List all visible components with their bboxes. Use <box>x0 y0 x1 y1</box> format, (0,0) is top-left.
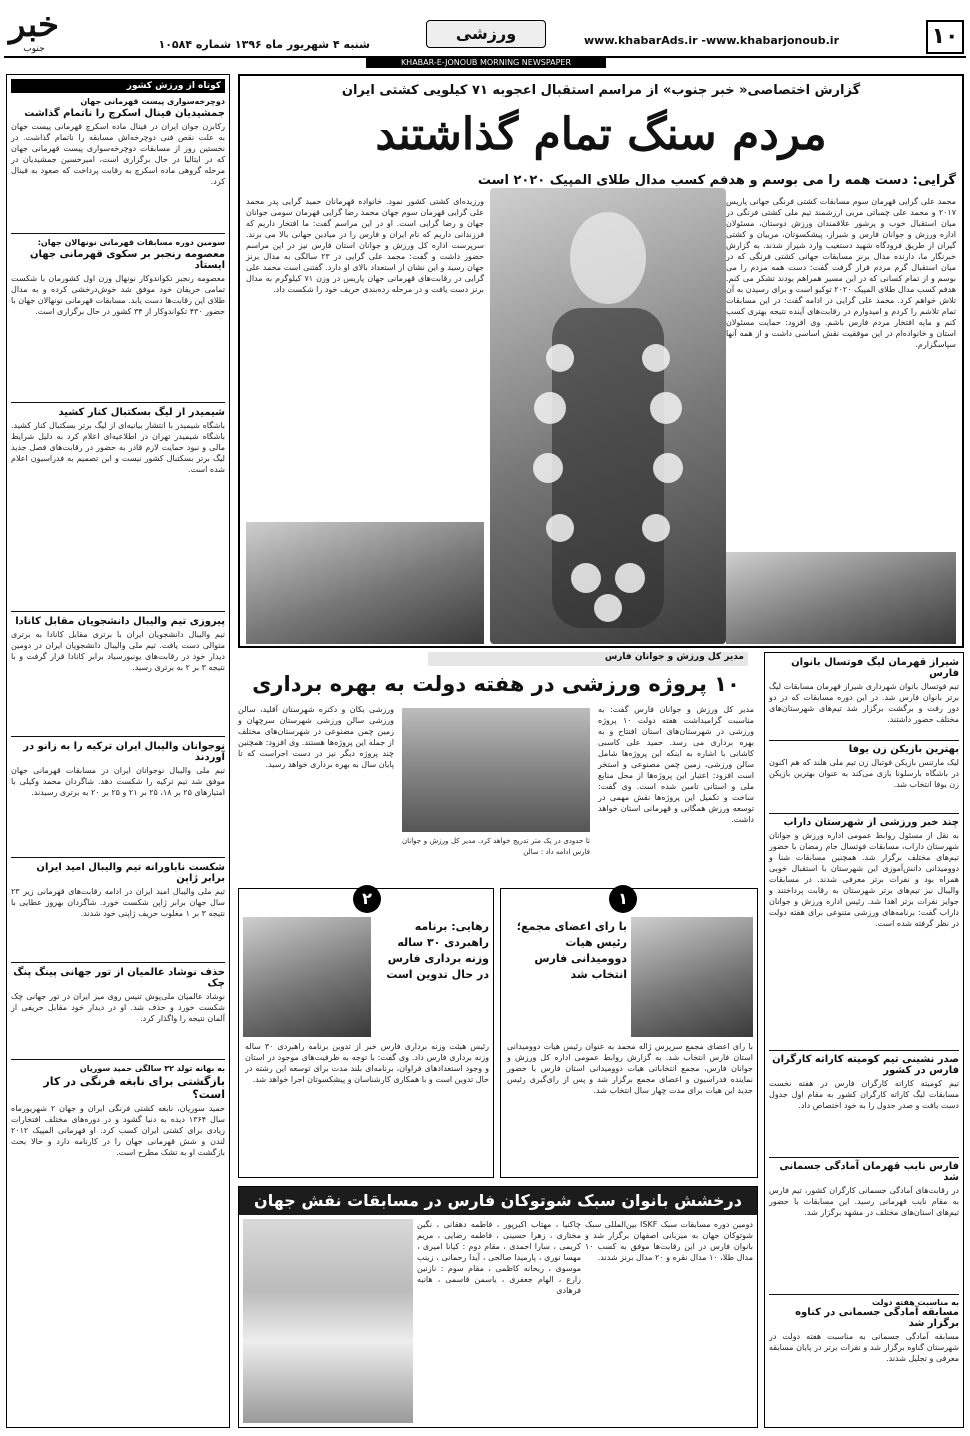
wrestler-portrait-photo <box>490 188 726 644</box>
section-title: ورزشی <box>455 24 517 43</box>
group-welcome-photo <box>246 522 484 644</box>
karate-team-photo <box>243 1219 413 1423</box>
news-body: تیم کومیته کاراته کارگران فارس در هفته نخست مسابقات لیگ کاراته کارگران کشور به مقام اول جدول دست یافت و صدر جدول را به خود اختصاص داد. <box>769 1079 959 1110</box>
federation-head-photo <box>243 917 371 1037</box>
brief-title: بازگشتی برای نابغه فرنگی در کار است؟ <box>43 1075 225 1101</box>
page-header <box>0 0 970 72</box>
divider <box>11 402 225 403</box>
main-supertitle: گزارش اختصاصی« خبر جنوب» از مراسم استقبال اعجوبه ۷۱ کیلویی کشتی ایران <box>341 83 861 98</box>
main-headline: مردم سنگ تمام گذاشتند <box>375 109 827 160</box>
main-story <box>238 74 964 648</box>
karate-body-right: دومین دوره مسابقات سبک ISKF بین‌المللی سبک شوتوکان جهان به میزبانی اصفهان برگزار شد و بانوان فارس در این رقابت‌ها موفق به کسب ۱۰ مدال طلا، ۱۰ مدال نقره و ۲۰ مدال برنز شدند. <box>585 1220 753 1262</box>
projects-body-left: ورزشی بکان و دکتره شهرستان آقلید، سالن ورزشی سالن ورزشی شهرستان سرچهان و زمین چمن مصنوعی در شهرستان‌های مختلف از جمله این پروژه‌ها هستند. وی افزود: همچنین چند پروژه دیگر نیز در دست اجراست که تا پایان سال به بهره برداری خواهد رسید. <box>238 705 394 769</box>
brief-kicker: دوچرخه‌سواری پیست قهرمانی جهان <box>80 97 225 106</box>
left-news-column <box>6 74 230 1428</box>
divider <box>11 857 225 858</box>
story-number-badge: ۲ <box>353 885 381 913</box>
news-body: به نقل از مسئول روابط عمومی اداره ورزش و جوانان شهرستان داراب، مسابقات فوتسال جام رمضان با حضور تیم‌های مختلف برگزار شد. همچنین مسابقات شنا و دوومیدانی دانش‌آموزی این شهرستان با استقبال خوبی همراه بود و نفرات برتر معرفی شدند. در مسابقات والیبال نیز تیم‌های برتر شهرستان به رقابت پرداختند و جوایز نفرات برتر اهدا شد. رئیس اداره ورزش و جوانان داراب گفت: برنامه‌های ورزشی متنوعی برای هفته دولت در نظر گرفته شده است. <box>769 831 959 928</box>
official-portrait-photo <box>631 917 753 1037</box>
main-body-right: محمد علی گرایی قهرمان سوم مسابقات کشتی فرنگی جهانی پاریس ۲۰۱۷ و محمد علی چمباتی مربی ارزشمند تیم ملی کشتی فرنگی در میان استقبال خوب و پرشور علاقمندان ورزش دوستان، مسئولان اداره ورزش و جوانان فارس و شیراز، پیشکسوتان، مربیان و کشتی گیران از طریق فرودگاه شهید دستغیب وارد شیراز شدند. به گزارش خبرنگار ما، دارنده مدال برنز مسابقات جهانی کشتی فرنگی که در میان استقبال گرم مردم قرار گرفت گفت: دست همه مردم را می بوسم و از تمام کسانی که در این مسیر همراهم بودند تشکر می کنم. هدفم کسب مدال طلای المپیک ۲۰۲۰ توکیو است و برای رسیدن به آن تلاش خواهم کرد. محمد علی گرایی در ادامه گفت: در این مسابقات تمام تلاشم را کردم و امیدوارم در رقابت‌های آینده نتیجه بهتری کسب کنم و مایه افتخار مردم فارس باشم. وی افزود: حمایت مسئولان استان و خانواده‌ام در این موفقیت نقش اساسی داشت و از همه آنها سپاسگزارم. <box>726 197 957 349</box>
news-title: صدر نشینی تیم کومیته کاراته کارگران فارس در کشور <box>772 1054 959 1076</box>
news-item <box>769 817 959 1047</box>
brief-kicker: به بهانه تولد ۳۲ سالگی حمید سوریان <box>79 1064 225 1073</box>
section-tab <box>426 20 546 48</box>
projects-photo-caption: تا حدودی در یک متر تدریج خواهد کرد. مدیر کل ورزش و جوانان فارس ادامه داد : سالن <box>402 837 590 856</box>
news-body: در رقابت‌های آمادگی جسمانی کارگران کشور، تیم فارس به مقام نایب قهرمانی رسید. این مسابقات با حضور تیم‌های استان‌های مختلف در مشهد برگزار شد. <box>769 1186 959 1217</box>
brief-item <box>11 407 225 607</box>
left-section-label: کوتاه از ورزش کشور <box>11 79 225 93</box>
brief-title: حذف نوشاد عالمیان از تور جهانی پینگ پنگ چک <box>13 967 225 989</box>
brief-item <box>11 97 225 229</box>
brief-title: نوجوانان والیبال ایران ترکیه را به زانو در آوردند <box>23 741 225 763</box>
flower-garland-icon <box>490 188 726 644</box>
news-item <box>769 1298 959 1418</box>
divider <box>769 1294 959 1295</box>
projects-story <box>238 652 758 882</box>
newspaper-logo <box>4 6 64 58</box>
karate-body-left: چاکنیا ، مهتاب اکبرپور ، فاطمه دهقانی ، نگین مختاری ، زهرا حسینی ، فاطمه رضایی ، مریم کریمی ، سارا احمدی ، مقام دوم : کیانا امیری ، مهسا نوری ، پارمیدا صالحی ، آیدا رحمانی ، زینب موسوی ، ریحانه کاظمی ، مقام سوم : نازنین زارع ، الهام جعفری ، یاسمن قاسمی ، هانیه فرهادی <box>417 1220 581 1295</box>
news-title: فارس نایب قهرمان آمادگی جسمانی شد <box>779 1161 959 1183</box>
brief-title: شکست ناباورانه تیم والیبال امید ایران برابر ژاپن <box>36 862 225 884</box>
coach-embrace-photo <box>726 552 956 644</box>
issue-date: شنبه ۴ شهریور ماه ۱۳۹۶ شماره ۱۰۵۸۴ <box>158 38 370 51</box>
brief-body: حمید سوریان، نابغه کشتی فرنگی ایران و جهان ۲ شهریورماه سال ۱۳۶۴ دیده به دنیا گشود و در دوره‌های مختلف افتخارات زیادی برای کشتی ایران کسب کرد. او قهرمانی المپیک ۲۰۱۲ لندن و شش قهرمانی جهان را در کارنامه دارد و حالا بحث بازگشت او به تشک مطرح است. <box>11 1104 226 1157</box>
news-body: تیم فوتسال بانوان شهرداری شیراز قهرمان مسابقات لیگ برتر بانوان فارس شد. در این دوره مسابقات که در دو دور رفت و برگشت برگزار شد تیم‌های شهرستان‌های مختلف حضور داشتند. <box>769 682 959 724</box>
brief-item <box>11 238 225 398</box>
main-body-middle: ورزیده‌ای کشتی کشور نمود. خانواده قهرمانان حمید گرایی پدر محمد علی گرایی قهرمان سوم جهان محمد رضا گرایی قهرمان سومی جوانان جهان و رضا گرایی است. او در این مراسم گفت: ما افتخار داریم که فرزندانی داریم که نام ایران و فارس را در میادین جهانی بالا می برند. سرپرست اداره کل ورزش و جوانان استان فارس نیز در این مراسم حضور داشت و گفت: محمد علی گرایی در ۲۳ سالگی به مدال برنز جهان رسید و این نشان از استعداد بالای او دارد. گفتنی است محمد علی گرایی در رقابت‌های قهرمانی جهان پاریس در وزن ۷۱ کیلوگرم به مدال برنز دست یافت و در مرحله رده‌بندی حریف خود را شکست داد. <box>246 197 485 294</box>
news-body: مسابقه آمادگی جسمانی به مناسبت هفته دولت در شهرستان گناوه برگزار شد و نفرات برتر در پایان مسابقه معرفی و تجلیل شدند. <box>769 1332 959 1363</box>
appointment-2-headline: رهایی: برنامه راهبردی ۳۰ ساله وزنه برداری فارس در حال تدوین است <box>386 920 489 981</box>
brief-title: شیمیدر از لیگ بسکتبال کنار کشید <box>58 407 225 418</box>
news-item <box>769 1054 959 1154</box>
brief-body: تیم ملی والیبال امید ایران در ادامه رقابت‌های قهرمانی زیر ۲۳ سال جهان برابر ژاپن شکست خورد. شاگردان بهروز عطایی با نتیجه ۳ بر ۱ مغلوب حریف ژاپنی خود شدند. <box>11 887 225 918</box>
news-kicker: به مناسبت هفته دولت <box>871 1298 959 1307</box>
news-title: مسابقه آمادگی جسمانی در کناوه برگزار شد <box>795 1307 959 1329</box>
news-item <box>769 657 959 737</box>
news-title: شیراز قهرمان لیگ فوتسال بانوان فارس <box>791 657 959 679</box>
page-number-box <box>926 20 964 54</box>
brief-title: جمشیدیان فینال اسکرچ را ناتمام گذاشت <box>24 108 225 119</box>
main-subtitle: گرایی: دست همه را می بوسم و هدفم کسب مدال طلای المپیک ۲۰۲۰ است <box>477 173 956 188</box>
sports-field-photo <box>402 708 590 832</box>
brief-item <box>11 741 225 853</box>
appointment-story-2 <box>238 888 494 1178</box>
divider <box>769 813 959 814</box>
brief-title: معصومه رنجبر بر سکوی قهرمانی جهان ایستاد <box>30 249 225 271</box>
news-item <box>769 744 959 810</box>
page-number: ۱۰ <box>931 24 959 49</box>
divider <box>11 1059 225 1060</box>
brief-title: پیروزی تیم والیبال دانشجویان مقابل کانادا <box>15 616 225 627</box>
divider <box>11 233 225 234</box>
divider <box>769 740 959 741</box>
projects-body-right: مدیر کل ورزش و جوانان فارس گفت: به مناسبت گرامیداشت هفته دولت ۱۰ پروژه ورزشی در شهرستان‌های استان افتتاح و به بهره برداری می رسد. حمید علی کاسبی کاشانی با اشاره به اینکه این پروژه‌ها شامل سالن ورزشی، زمین چمن مصنوعی و استخر است افزود: اعتبار این پروژه‌ها از محل منابع ملی و استانی تامین شده است. وی گفت: ساخت و تکمیل این پروژه‌ها نقش مهمی در توسعه ورزش همگانی و قهرمانی استان خواهد داشت. <box>598 705 755 824</box>
appointment-story-1 <box>500 888 758 1178</box>
divider <box>769 1157 959 1158</box>
karate-story <box>238 1186 758 1428</box>
brief-body: تیم ملی والیبال نوجوانان ایران در مسابقات قهرمانی جهان موفق شد تیم ترکیه را شکست دهد. شاگردان محمد وکیلی با امتیازهای ۲۵ بر ۱۸، ۲۵ بر ۲۱ و ۲۵ بر ۲۰ به برتری رسیدند. <box>11 766 225 797</box>
news-body: لیک مارتنس بازیکن فوتبال زن تیم ملی هلند که هم اکنون در باشگاه بارسلونا بازی می‌کند به عنوان بهترین بازیکن زن یوفا انتخاب شد. <box>769 758 959 789</box>
news-item <box>769 1161 959 1291</box>
story-number-badge: ۱ <box>609 885 637 913</box>
brief-kicker: سومین دوره مسابقات قهرمانی نونهالان جهان: <box>37 238 225 247</box>
brief-body: معصومه رنجبر تکواندوکار نونهال وزن اول کشورمان با شکست تمامی حریفان خود موفق شد خوش‌درخشی کرده و به مدال طلای این رقابت‌ها دست یابد. مسابقات قهرمانی نونهالان جهان با حضور ۴۳۰ تکواندوکار از ۳۴ کشور در حال برگزاری است. <box>11 274 225 316</box>
appointment-1-headline: با رای اعضای مجمع؛ رئیس هیات دوومیدانی فارس انتخاب شد <box>516 920 627 981</box>
brief-item <box>11 862 225 958</box>
divider <box>769 1050 959 1051</box>
brief-body: تیم والیبال دانشجویان ایران با برتری مقابل کانادا به برتری متوالی دست یافت. تیم ملی والیبال دانشجویان ایران در دومین دیدار خود در رقابت‌های یونیورسیاد برابر کانادا قرار گرفت و با نتیجه ۳ بر ۲ به برتری رسید. <box>11 630 225 672</box>
divider <box>11 962 225 963</box>
brief-item <box>11 1064 225 1364</box>
right-news-column <box>764 652 964 1428</box>
header-urls: www.khabarAds.ir -www.khabarjonoub.ir <box>584 34 840 47</box>
appointment-1-body: با رای اعضای مجمع سرپرس ژاله محمد به عنوان رئیس هیات دوومیدانی استان فارس انتخاب شد. به گزارش روابط عمومی اداره کل ورزش و جوانان فارس، مجمع انتخاباتی هیات دوومیدانی استان فارس با حضور نماینده فدراسیون و اعضای مجمع برگزار شد و پس از رای‌گیری رئیس جدید این هیات برای مدت چهار سال انتخاب شد. <box>507 1042 753 1095</box>
header-ribbon: KHABAR-E-JONOUB MORNING NEWSPAPER <box>366 58 606 68</box>
logo-subtitle: جنوب <box>23 44 45 54</box>
divider <box>11 736 225 737</box>
brief-body: نوشاد عالمیان ملی‌پوش تنیس روی میز ایران در تور جهانی چک شکست خورد و حذف شد. او در دیدار خود مقابل حریفی از آلمان نتیجه را واگذار کرد. <box>11 992 225 1023</box>
news-title: بهترین بازیکن زن یوفا <box>848 744 959 755</box>
projects-headline: ۱۰ پروژه ورزشی در هفته دولت به بهره برداری <box>252 672 740 696</box>
karate-headline: درخشش بانوان سبک شوتوکان فارس در مسابقات نقش جهان <box>239 1187 757 1215</box>
brief-item <box>11 967 225 1055</box>
appointment-2-body: رئیس هیئت وزنه برداری فارس خبر از تدوین برنامه راهبردی ۳۰ ساله وزنه برداری فارس داد. وی گفت: با توجه به ظرفیت‌های موجود در استان و وجود استعدادهای فراوان، برنامه‌ای بلند مدت برای توسعه این رشته در حال تدوین است و با همکاری کارشناسان و پیشکسوتان اجرا خواهد شد. <box>245 1042 489 1084</box>
brief-item <box>11 616 225 732</box>
divider <box>11 611 225 612</box>
projects-source: مدیر کل ورزش و جوانان فارس <box>428 652 748 666</box>
news-title: چند خبر ورزشی از شهرستان داراب <box>783 817 959 828</box>
brief-body: رکابزن جوان ایران در فینال ماده اسکرچ قهرمانی پیست جهان به علت نقص فنی دوچرخه‌اش مسابقه را ناتمام گذاشت. در نخستین روز از مسابقات دوچرخه‌سواری پیست قهرمانی جهان که در ایتالیا در حال برگزاری است، امیرحسین جمشیدیان در مرحله گروهی ماده اسکرچ به رقابت پرداخت که صعود به فینال کرد. <box>11 122 225 186</box>
logo-wordmark: خبر <box>8 5 60 45</box>
brief-body: باشگاه شیمیدر با انتشار بیانیه‌ای از لیگ برتر بسکتبال کنار کشید. باشگاه شیمیدر تهران در اطلاعیه‌ای اعلام کرد به دلیل شرایط مالی و نبود حمایت لازم قادر به حضور در رقابت‌های فصل جدید لیگ برتر بسکتبال کشور نیست و این تصمیم به فدراسیون اعلام شده است. <box>11 421 225 474</box>
